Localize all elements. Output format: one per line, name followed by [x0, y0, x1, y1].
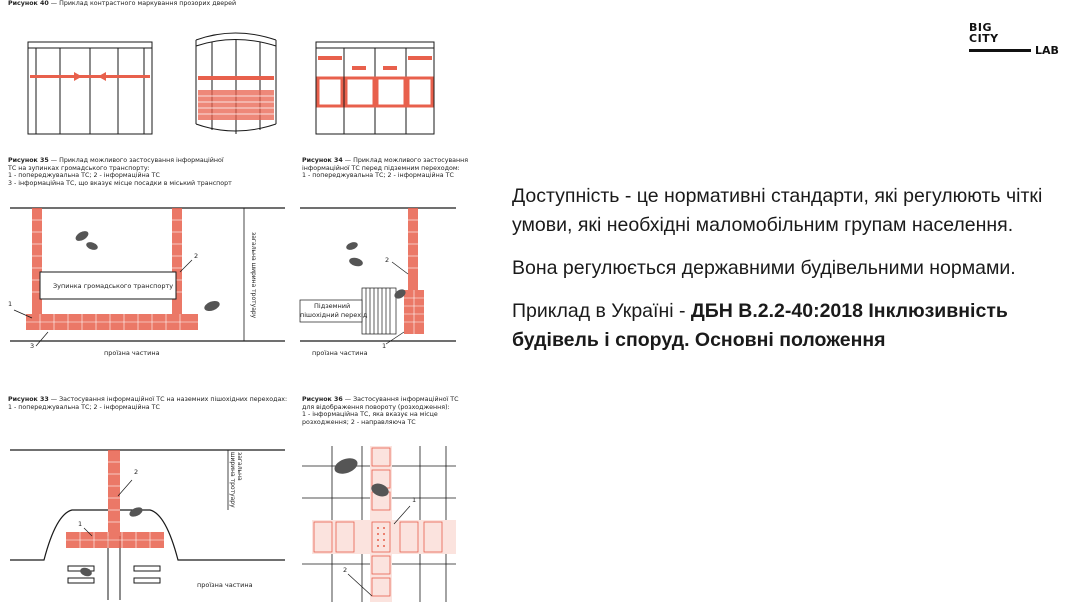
fig35-sidewalk-width-label: загальна ширина тротуару — [250, 232, 257, 319]
figure-34-caption: Рисунок 34 — Приклад можливого застосування інформаційної ТС перед підземним переходом: 1 - попереджувальна ТС; 2 - інформаційна ТС — [302, 157, 469, 180]
fig33-marker-1: 1 — [78, 520, 83, 528]
fig35-road-label: проїзна частина — [104, 349, 160, 357]
sliding-door-drawing — [28, 42, 152, 134]
figure-36-turn-drawing — [296, 436, 470, 606]
fig36-marker-1: 1 — [412, 496, 417, 504]
figures-panel — [0, 0, 470, 606]
fig34-marker-2: 2 — [385, 256, 390, 264]
figure-40-door-drawings — [0, 20, 470, 140]
fig35-marker-1: 1 — [8, 300, 13, 308]
underpass-label-line1: Підземний — [314, 302, 351, 310]
fig35-marker-2: 2 — [194, 252, 199, 260]
figure-34-underpass-drawing — [296, 196, 470, 366]
regulation-statement: Вона регулюється державними будівельними нормами. — [512, 257, 1016, 279]
underpass-label-line2: пішохідний перехід — [300, 311, 368, 319]
figure-36-caption: Рисунок 36 — Застосування інформаційної ТС для відображення повороту (розходження): 1 - інформаційна ТС, яка вказує на місце розходження; 2 - направляюча ТС — [302, 396, 459, 426]
logo-bar — [969, 49, 1031, 52]
fig33-marker-2: 2 — [134, 468, 139, 476]
fig34-road-label: проїзна частина — [312, 349, 368, 357]
big-city-lab-logo — [969, 22, 1061, 58]
ukraine-example — [512, 297, 1057, 355]
door-contrast-stripe — [30, 75, 150, 78]
logo-line-3: LAB — [1035, 44, 1059, 57]
accessibility-definition: Доступність - це нормативні стандарти, які регулюють чіткі умови, які необхідні маломобільним групам населення. — [512, 185, 1043, 236]
fig35-marker-3: 3 — [30, 342, 35, 350]
fig33-road-label: проїзна частина — [197, 581, 253, 589]
dbn-reference: ДБН В.2.2-40:2018 Інклюзивність будівель і споруд. Основні положення — [512, 300, 1008, 351]
logo-line-1: BIG — [969, 21, 993, 34]
fig36-marker-2: 2 — [343, 566, 348, 574]
figure-40-caption: Рисунок 40 — Приклад контрастного маркування прозорих дверей — [8, 0, 237, 7]
fig34-marker-1: 1 — [382, 342, 387, 350]
logo-line-2: CITY — [969, 32, 999, 45]
ukraine-example-prefix: Приклад в Україні - — [512, 300, 691, 322]
slide-text — [512, 182, 1057, 369]
figure-35-bus-stop-drawing — [0, 196, 290, 366]
figure-33-caption: Рисунок 33 — Застосування інформаційної ТС на наземних пішохідних переходах: 1 - попереджувальна ТС; 2 - інформаційна ТС — [8, 396, 288, 411]
bus-stop-label: Зупинка громадського транспорту — [53, 282, 174, 290]
figure-35-caption: Рисунок 35 — Приклад можливого застосування інформаційної ТС на зупинках громадського транспорту: 1 - попереджувальна ТС; 2 - інформаційна ТС 3 - інформаційна ТС, що вказує місце посадки в міський транспорт — [8, 157, 232, 187]
arrow-left-icon — [98, 72, 106, 81]
arrow-right-icon — [74, 72, 82, 81]
fig33-vertical-label-2: ширина тротуару — [229, 452, 236, 508]
fig33-vertical-label-1: загальна — [236, 452, 243, 481]
